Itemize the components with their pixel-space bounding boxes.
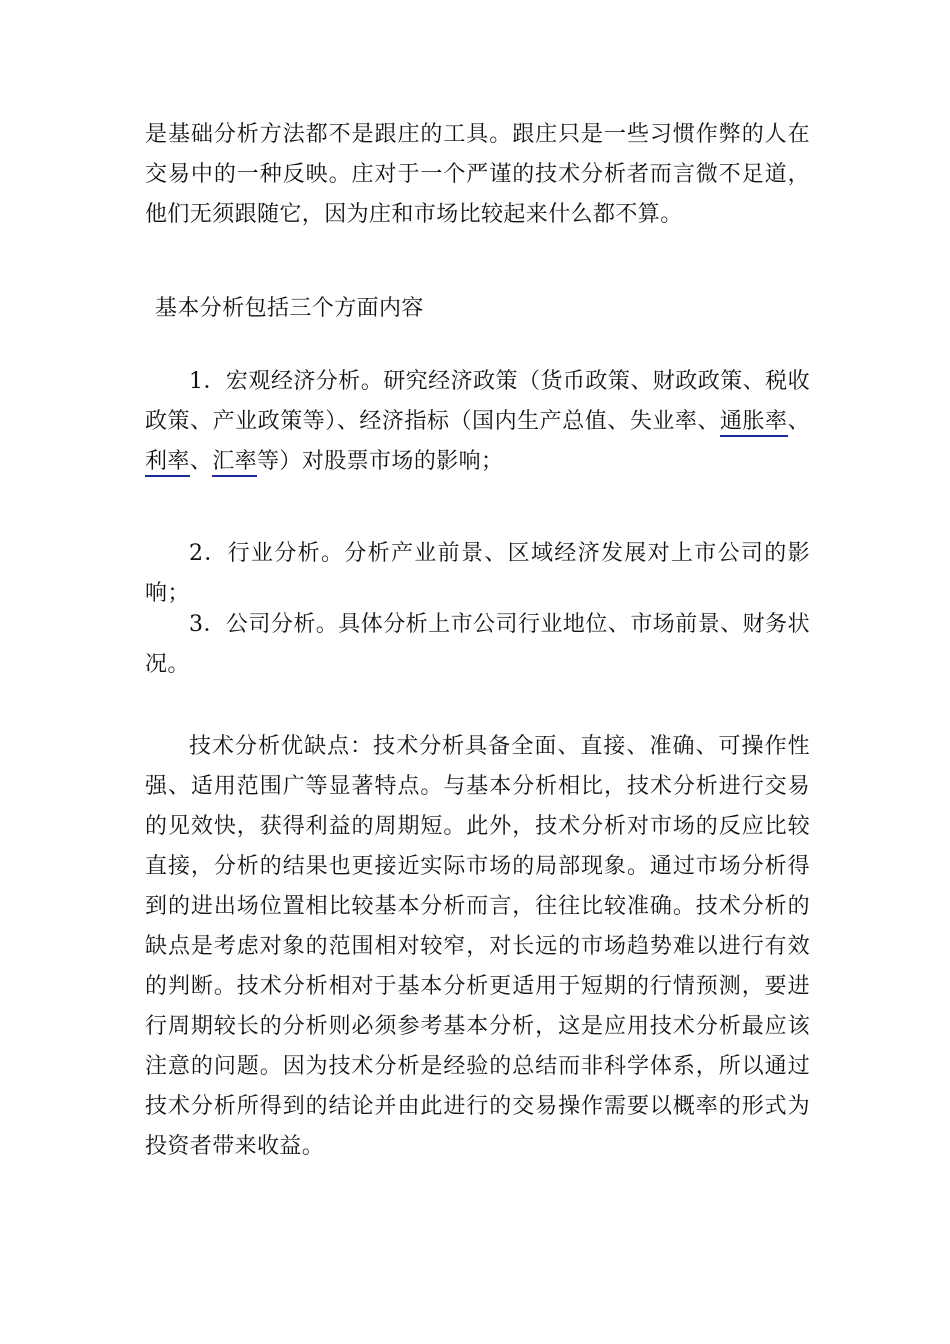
link-interest-rate[interactable]: 利率 <box>145 449 190 477</box>
macro-analysis-text: 1．宏观经济分析。研究经济政策（货币政策、财政政策、税收政策、产业政策等）、经济指标（国内生产总值、失业率、 <box>145 369 810 434</box>
paragraph-technical-analysis: 技术分析优缺点：技术分析具备全面、直接、准确、可操作性强、适用范围广等显著特点。与基本分析相比，技术分析进行交易的见效快，获得利益的周期短。此外，技术分析对市场的反应比较直接，分析的结果也更接近实际市场的局部现象。通过市场分析得到的进出场位置相比较基本分析而言，往往比较准确。技术分析的缺点是考虑对象的范围相对较窄，对长远的市场趋势难以进行有效的判断。技术分析相对于基本分析更适用于短期的行情预测，要进行周期较长的分析则必须参考基本分析，这是应用技术分析最应该注意的问题。因为技术分析是经验的总结而非科学体系，所以通过技术分析所得到的结论并由此进行的交易操作需要以概率的形式为投资者带来收益。 <box>145 734 810 1159</box>
separator: 、 <box>787 409 811 434</box>
paragraph-industry-analysis: 2．行业分析。分析产业前景、区域经济发展对上市公司的影响； <box>145 541 810 606</box>
macro-analysis-tail: 等）对股票市场的影响； <box>257 449 504 474</box>
link-exchange-rate[interactable]: 汇率 <box>212 449 257 477</box>
paragraph-intro: 是基础分析方法都不是跟庄的工具。跟庄只是一些习惯作弊的人在交易中的一种反映。庄对于一个严谨的技术分析者而言微不足道，他们无须跟随它，因为庄和市场比较起来什么都不算。 <box>145 122 810 227</box>
paragraph-macro-analysis <box>145 362 810 482</box>
link-inflation-rate[interactable]: 通胀率 <box>720 409 788 437</box>
paragraph-basic-analysis-heading: 基本分析包括三个方面内容 <box>155 296 424 321</box>
paragraph-company-analysis: 3．公司分析。具体分析上市公司行业地位、市场前景、财务状况。 <box>145 612 810 677</box>
separator: 、 <box>189 449 213 474</box>
